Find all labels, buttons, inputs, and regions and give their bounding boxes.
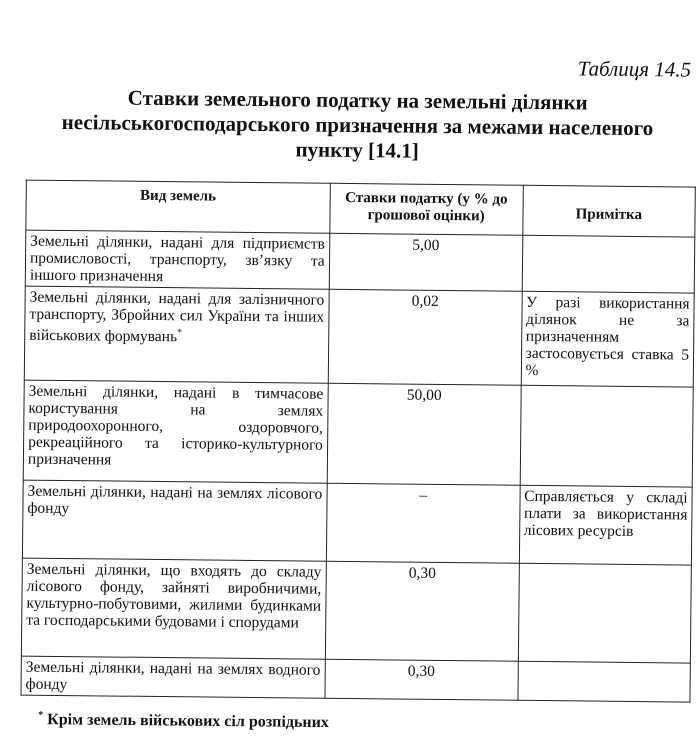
table-row [24,286,694,387]
land-type-cell: Земельні ділянки, що входять до складу лісового фонду, зайняті виробничими, культурно-побутовими, жилими будинками та господарськими будовами і спорудами [21,558,326,659]
land-type-cell: Земельні ділянки, надані на землях водного фонду [21,656,325,698]
note-cell: У разі використання ділянок не за призначенням застосовується ставка 5 % [521,291,694,387]
rate-cell: 0,30 [325,561,519,661]
note-cell: Справляється у складі плати за використання лісових ресурсів [519,485,692,565]
table-label: Таблиця 14.5 [577,56,692,82]
footnote-mark: * [38,709,44,721]
table-row [25,230,695,293]
footnote-text: Крім земель військових сіл розпідьних [47,711,329,732]
land-type-cell: Земельні ділянки, надані на землях лісового фонду [22,480,327,561]
land-type-cell: Земельні ділянки, надані в тимчасове користування на землях природоохоронного, оздоровчого, рекреаційного та історико-культурного призначення [23,380,328,483]
table-row [21,558,691,663]
note-cell [518,563,691,663]
rate-cell: 0,30 [325,659,518,700]
note-cell [520,385,693,487]
table-header-row [26,180,695,237]
tax-rates-table [20,180,695,703]
header-land-type: Вид земель [26,180,330,233]
land-type-cell: Земельні ділянки, надані для залізничного транспорту, Збройних сил України та інших військових формувань* [24,286,329,383]
table-title: Ставки земельного податку на земельні ділянки несільськогосподарського призначення за межами населеного пункту [14.1] [61,85,654,163]
note-cell [522,235,695,293]
footnote-mark: * [177,327,183,339]
rate-cell: – [326,483,520,563]
table-row [22,480,692,565]
header-tax-rate: Ставки податку (у % до грошової оцінки) [330,183,523,235]
rate-cell: 0,02 [328,289,522,385]
table-row [21,656,690,702]
header-note: Примітка [522,185,695,237]
footnote [38,710,329,732]
rate-cell: 5,00 [329,233,522,291]
table-row [23,380,693,487]
note-cell [518,661,691,702]
rate-cell: 50,00 [327,383,521,485]
land-type-cell: Земельні ділянки, надані для підприємств промисловості, транспорту, зв’язку та іншого призначення [25,230,329,289]
